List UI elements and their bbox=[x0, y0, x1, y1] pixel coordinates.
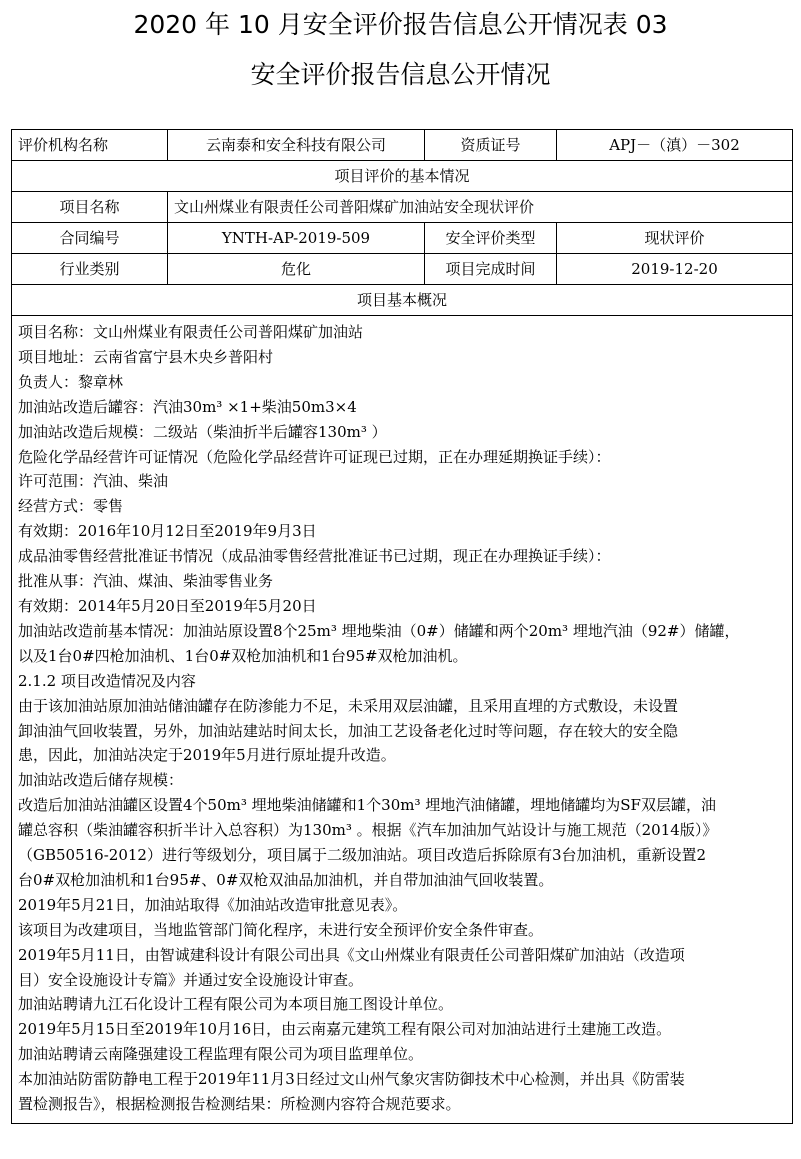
table-row bbox=[12, 316, 793, 1124]
overview-line: 罐总容积（柴油罐容积折半计入总容积）为130m³ 。根据《汽车加油加气站设计与施工规范（2014版）》 bbox=[18, 821, 718, 840]
overview-line: 加油站改造后罐容：汽油30m³ ×1+柴油50m3×4 bbox=[18, 397, 357, 416]
overview-line: 许可范围：汽油、柴油 bbox=[18, 472, 169, 491]
section-heading-basic: 项目评价的基本情况 bbox=[12, 161, 793, 192]
finish-label: 项目完成时间 bbox=[425, 254, 557, 285]
info-table bbox=[11, 129, 793, 1124]
overview-line: 本加油站防雷防静电工程于2019年11月3日经过文山州气象灾害防御技术中心检测，并出具《防雷装 bbox=[18, 1070, 685, 1089]
table-row bbox=[12, 130, 793, 161]
overview-line: 加油站改造后储存规模： bbox=[18, 771, 184, 790]
overview-line: 2019年5月21日，加油站取得《加油站改造审批意见表》。 bbox=[18, 895, 408, 914]
overview-line: 经营方式：零售 bbox=[18, 497, 124, 516]
overview-line: 2019年5月15日至2019年10月16日，由云南嘉元建筑工程有限公司对加油站进行土建施工改造。 bbox=[18, 1020, 672, 1039]
overview-text bbox=[18, 320, 786, 1117]
overview-line: 卸油油气回收装置，另外，加油站建站时间太长，加油工艺设备老化过时等问题，存在较大的安全隐 bbox=[18, 721, 679, 740]
overview-line: 台0#双枪加油机和1台95#、0#双枪双油品加油机，并自带加油油气回收装置。 bbox=[18, 870, 554, 889]
table-row bbox=[12, 285, 793, 316]
overview-line: 批准从事：汽油、煤油、柴油零售业务 bbox=[18, 572, 274, 591]
overview-line: 项目地址：云南省富宁县木央乡普阳村 bbox=[18, 347, 274, 366]
eval-type-label: 安全评价类型 bbox=[425, 223, 557, 254]
org-value: 云南泰和安全科技有限公司 bbox=[168, 130, 425, 161]
overview-line: 加油站聘请云南隆强建设工程监理有限公司为项目监理单位。 bbox=[18, 1045, 424, 1064]
overview-line: 以及1台0#四枪加油机、1台0#双枪加油机和1台95#双枪加油机。 bbox=[18, 646, 468, 665]
overview-line: （GB50516-2012）进行等级划分，项目属于二级加油站。项目改造后拆除原有3台加油机，重新设置2 bbox=[18, 846, 707, 865]
overview-line: 加油站聘请九江石化设计工程有限公司为本项目施工图设计单位。 bbox=[18, 995, 454, 1014]
overview-line: 目）安全设施设计专篇》并通过安全设施设计审查。 bbox=[18, 970, 364, 989]
industry-label: 行业类别 bbox=[12, 254, 168, 285]
project-value: 文山州煤业有限责任公司普阳煤矿加油站安全现状评价 bbox=[168, 192, 793, 223]
contract-value: YNTH-AP-2019-509 bbox=[168, 223, 425, 254]
overview-line: 患，因此，加油站决定于2019年5月进行原址提升改造。 bbox=[18, 746, 396, 765]
finish-value: 2019-12-20 bbox=[557, 254, 793, 285]
overview-line: 加油站改造后规模：二级站（柴油折半后罐容130m³ ） bbox=[18, 422, 387, 441]
overview-line: 改造后加油站油罐区设置4个50m³ 埋地柴油储罐和1个30m³ 埋地汽油储罐，埋地储罐均为SF双层罐，油 bbox=[18, 796, 716, 815]
contract-label: 合同编号 bbox=[12, 223, 168, 254]
table-row bbox=[12, 161, 793, 192]
overview-line: 该项目为改建项目，当地监管部门简化程序，未进行安全预评价安全条件审查。 bbox=[18, 920, 544, 939]
project-label: 项目名称 bbox=[12, 192, 168, 223]
eval-type-value: 现状评价 bbox=[557, 223, 793, 254]
industry-value: 危化 bbox=[168, 254, 425, 285]
overview-line: 负责人：黎章林 bbox=[18, 372, 124, 391]
table-row bbox=[12, 223, 793, 254]
overview-line: 由于该加油站原加油站储油罐存在防渗能力不足，未采用双层油罐，且采用直埋的方式敷设，未设置 bbox=[18, 696, 679, 715]
overview-line: 危险化学品经营许可证情况（危险化学品经营许可证现已过期，正在办理延期换证手续）： bbox=[18, 447, 611, 466]
cert-value: APJ－（滇）－302 bbox=[557, 130, 793, 161]
table-row bbox=[12, 192, 793, 223]
cert-label: 资质证号 bbox=[425, 130, 557, 161]
overview-line: 2.1.2 项目改造情况及内容 bbox=[18, 671, 196, 690]
org-label: 评价机构名称 bbox=[12, 130, 168, 161]
overview-body bbox=[12, 316, 793, 1124]
overview-line: 有效期：2014年5月20日至2019年5月20日 bbox=[18, 596, 317, 615]
overview-line: 置检测报告》，根据检测报告检测结果：所检测内容符合规范要求。 bbox=[18, 1095, 461, 1114]
overview-line: 加油站改造前基本情况：加油站原设置8个25m³ 埋地柴油（0#）储罐和两个20m³ 埋地汽油（92#）储罐， bbox=[18, 621, 740, 640]
section-heading-overview: 项目基本概况 bbox=[12, 285, 793, 316]
overview-line: 项目名称：文山州煤业有限责任公司普阳煤矿加油站 bbox=[18, 323, 364, 341]
document-title: 2020 年 10 月安全评价报告信息公开情况表 03 bbox=[133, 10, 668, 39]
document-subtitle: 安全评价报告信息公开情况 bbox=[250, 60, 551, 89]
overview-line: 2019年5月11日，由智诚建科设计有限公司出具《文山州煤业有限责任公司普阳煤矿加油站（改造项 bbox=[18, 945, 685, 964]
table-row bbox=[12, 254, 793, 285]
overview-line: 有效期：2016年10月12日至2019年9月3日 bbox=[18, 522, 317, 541]
overview-line: 成品油零售经营批准证书情况（成品油零售经营批准证书已过期，现正在办理换证手续）： bbox=[18, 547, 611, 566]
